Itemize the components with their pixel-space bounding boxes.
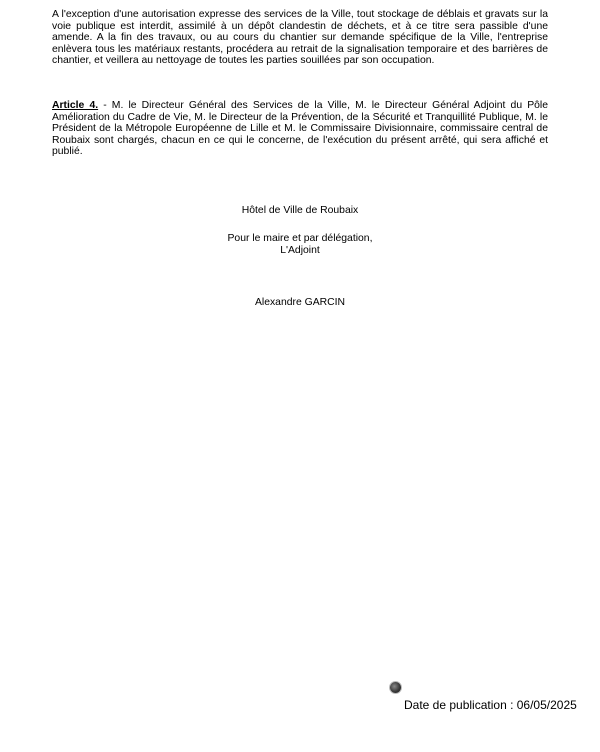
signature-place: Hôtel de Ville de Roubaix (241, 205, 359, 216)
signature-delegation: Pour le maire et par délégation, (227, 233, 373, 244)
seal-marker-icon (390, 682, 401, 693)
article-4-label: Article 4. (52, 100, 99, 111)
paragraph-storage-rules: A l'exception d'une autorisation expresse des services de la Ville, tout stockage de déblais et gravats sur la voie publique est interdit, assimilé à un dépôt clandestin de déchets, et à ce titre sera passible d'une amende. A la fin des travaux, ou au cours du chantier sur demande spécifique de la Ville, l'entreprise enlèvera tous les matériaux restants, procédera au retrait de la signalisation temporaire et des barrières de chantier, et veillera au nettoyage de toutes les parties souillées par son occupation. (52, 9, 548, 67)
signature-role: L'Adjoint (280, 245, 320, 256)
publication-date: Date de publication : 06/05/2025 (404, 698, 577, 712)
signatory-name: Alexandre GARCIN (254, 297, 346, 308)
article-4-text: - M. le Directeur Général des Services de la Ville, M. le Directeur Général Adjoint du Pôle Amélioration du Cadre de Vie, M. le Directeur de la Prévention, de la Sécurité et Tranquillité Publique, M. le Président de la Métropole Européenne de Lille et M. le Commissaire Divisionnaire, commissaire central de Roubaix sont chargés, chacun en ce qui le concerne, de l'exécution du présent arrêté, qui sera affiché et publié. (52, 100, 548, 158)
article-4-paragraph (52, 100, 548, 158)
